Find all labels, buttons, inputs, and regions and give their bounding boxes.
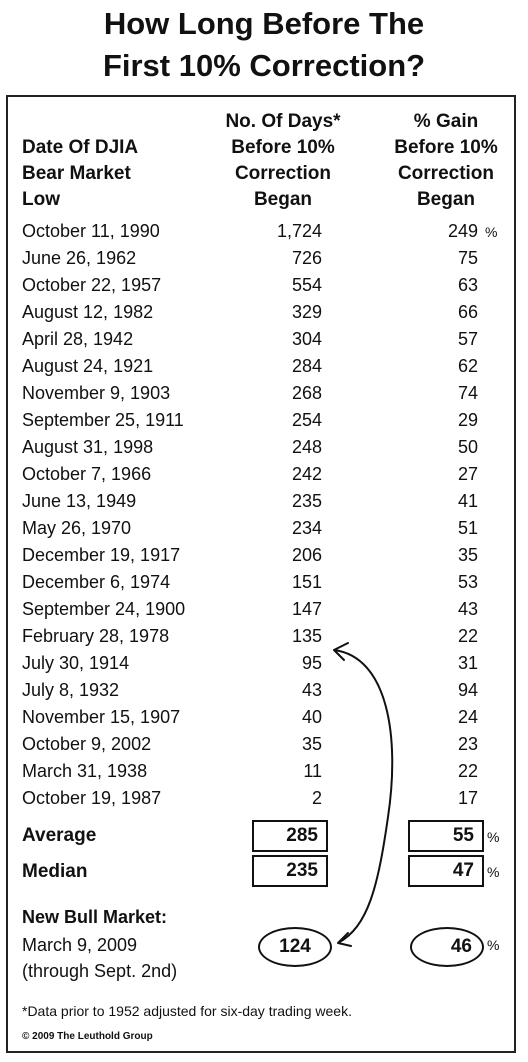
header-gain-line: Before 10% xyxy=(394,137,498,158)
row-days: 95 xyxy=(301,653,322,673)
row-days: 147 xyxy=(291,599,322,619)
row-date: May 26, 1970 xyxy=(22,518,132,538)
row-gain: 27 xyxy=(457,464,478,484)
new-bull-note: (through Sept. 2nd) xyxy=(22,961,178,981)
row-days: 268 xyxy=(291,383,322,403)
row-gain: 62 xyxy=(457,356,478,376)
header-gain-line: Correction xyxy=(397,163,495,184)
row-days: 35 xyxy=(301,734,322,754)
row-days: 43 xyxy=(301,680,322,700)
row-date: April 28, 1942 xyxy=(22,329,134,349)
row-days: 1,724 xyxy=(276,221,322,241)
row-date: October 9, 2002 xyxy=(22,734,152,754)
header-date-line: Bear Market xyxy=(22,163,131,184)
row-gain: 75 xyxy=(457,248,478,268)
copyright: © 2009 The Leuthold Group xyxy=(22,1031,153,1042)
comparison-arrow xyxy=(8,97,518,1055)
average-gain-box: 55 xyxy=(408,820,484,852)
new-bull-percent-sign: % xyxy=(487,937,500,953)
row-date: December 19, 1917 xyxy=(22,545,181,565)
row-gain: 74 xyxy=(457,383,478,403)
median-label: Median xyxy=(22,861,88,882)
table-frame xyxy=(6,95,516,1053)
row-date: October 7, 1966 xyxy=(22,464,152,484)
average-percent-sign: % xyxy=(487,829,500,845)
row-gain: 24 xyxy=(457,707,478,727)
row-gain: 41 xyxy=(457,491,478,511)
row-days: 151 xyxy=(291,572,322,592)
row-gain: 50 xyxy=(457,437,478,457)
new-bull-heading: New Bull Market: xyxy=(22,907,168,927)
row-days: 234 xyxy=(291,518,322,538)
footnote: *Data prior to 1952 adjusted for six-day trading week. xyxy=(22,1003,352,1019)
row-date: June 13, 1949 xyxy=(22,491,137,511)
row-date: October 11, 1990 xyxy=(22,221,160,241)
row-gain: 29 xyxy=(457,410,478,430)
row-date: October 22, 1957 xyxy=(22,275,162,295)
row-gain: 43 xyxy=(457,599,478,619)
row-gain: 57 xyxy=(457,329,478,349)
row-days: 135 xyxy=(291,626,322,646)
row-days: 554 xyxy=(291,275,322,295)
title-line-1: How Long Before The xyxy=(103,6,425,41)
row-date: August 12, 1982 xyxy=(22,302,154,322)
row-days: 329 xyxy=(291,302,322,322)
row-days: 284 xyxy=(291,356,322,376)
row-gain: 35 xyxy=(457,545,478,565)
median-days-box: 235 xyxy=(252,855,328,887)
new-bull-gain-oval: 46 xyxy=(410,927,484,967)
row-days: 304 xyxy=(291,329,322,349)
row-gain: 17 xyxy=(457,788,478,808)
row-gain: 94 xyxy=(457,680,478,700)
row-date: October 19, 1987 xyxy=(22,788,162,808)
row-gain: 51 xyxy=(457,518,478,538)
row-days: 206 xyxy=(291,545,322,565)
row-date: August 24, 1921 xyxy=(22,356,154,376)
row-gain: 23 xyxy=(457,734,478,754)
header-days-line: Began xyxy=(253,189,313,210)
median-gain-box: 47 xyxy=(408,855,484,887)
header-gain-line: % Gain xyxy=(413,111,479,132)
row-gain: 22 xyxy=(457,761,478,781)
row-date: August 31, 1998 xyxy=(22,437,154,457)
row-days: 726 xyxy=(291,248,322,268)
header-gain-line: Began xyxy=(416,189,476,210)
average-label: Average xyxy=(22,825,97,846)
new-bull-days-oval: 124 xyxy=(258,927,332,967)
row-days: 40 xyxy=(301,707,322,727)
row-gain: 53 xyxy=(457,572,478,592)
row-date: July 8, 1932 xyxy=(22,680,120,700)
row-gain: 249 xyxy=(447,221,478,241)
row-days: 11 xyxy=(303,761,322,781)
row-days: 242 xyxy=(291,464,322,484)
row-date: July 30, 1914 xyxy=(22,653,130,673)
header-days-line: No. Of Days* xyxy=(225,111,341,132)
new-bull-date: March 9, 2009 xyxy=(22,935,138,955)
title-line-2: First 10% Correction? xyxy=(102,48,426,83)
row-percent-sign: % xyxy=(485,224,498,240)
row-days: 254 xyxy=(291,410,322,430)
row-gain: 31 xyxy=(457,653,478,673)
row-date: September 25, 1911 xyxy=(22,410,184,430)
row-date: December 6, 1974 xyxy=(22,572,171,592)
row-gain: 63 xyxy=(457,275,478,295)
header-date-line: Date Of DJIA xyxy=(22,137,139,158)
row-date: June 26, 1962 xyxy=(22,248,137,268)
header-date-line: Low xyxy=(22,189,60,210)
header-days-line: Before 10% xyxy=(231,137,335,158)
row-gain: 22 xyxy=(457,626,478,646)
row-date: September 24, 1900 xyxy=(22,599,186,619)
row-days: 235 xyxy=(291,491,322,511)
header-days-line: Correction xyxy=(234,163,332,184)
row-date: November 15, 1907 xyxy=(22,707,181,727)
row-date: November 9, 1903 xyxy=(22,383,171,403)
row-date: February 28, 1978 xyxy=(22,626,170,646)
average-days-box: 285 xyxy=(252,820,328,852)
median-percent-sign: % xyxy=(487,864,500,880)
row-days: 248 xyxy=(291,437,322,457)
row-days: 2 xyxy=(311,788,322,808)
row-date: March 31, 1938 xyxy=(22,761,148,781)
row-gain: 66 xyxy=(457,302,478,322)
